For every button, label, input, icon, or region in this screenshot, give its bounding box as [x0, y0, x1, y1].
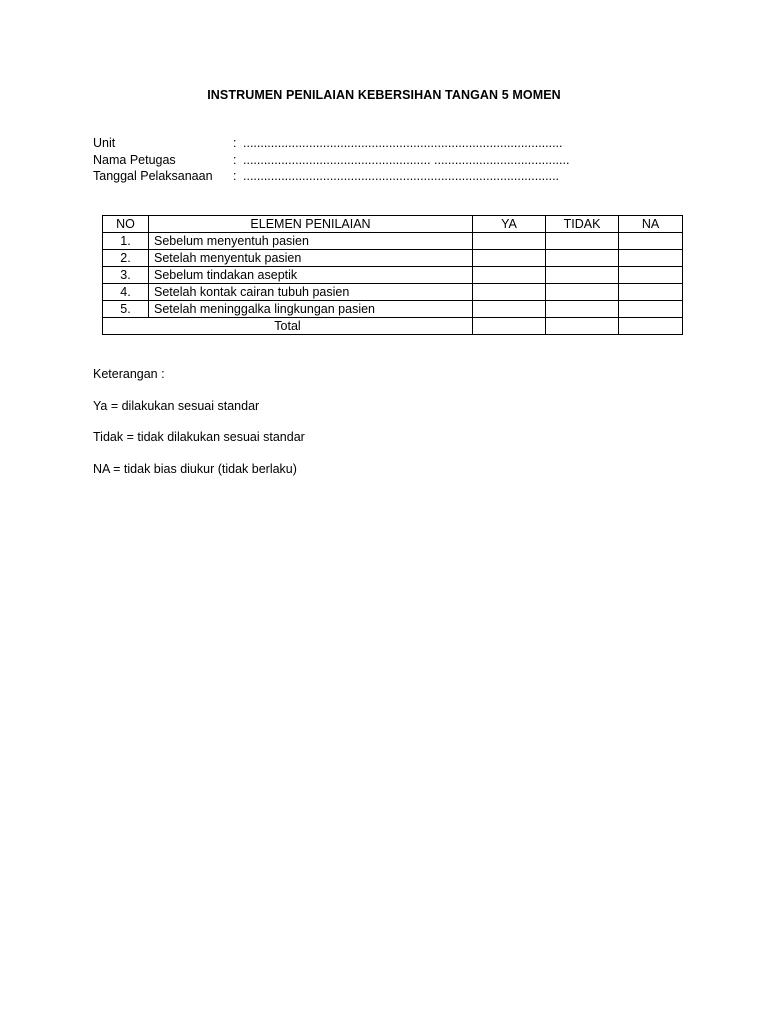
cell-tidak: [546, 267, 619, 284]
cell-tidak: [546, 284, 619, 301]
info-label: Nama Petugas: [93, 152, 176, 167]
table-row: [103, 284, 683, 301]
cell-na: [619, 267, 683, 284]
cell-ya: [473, 267, 546, 284]
total-na: [619, 318, 683, 335]
total-label: Total: [103, 318, 473, 335]
page-title: INSTRUMEN PENILAIAN KEBERSIHAN TANGAN 5 MOMEN: [207, 88, 561, 102]
column-header-no: NO: [103, 216, 149, 233]
row-element: Sebelum tindakan aseptik: [149, 267, 473, 284]
table-header-row: [103, 216, 683, 233]
table-total-row: [103, 318, 683, 335]
info-row-nama-petugas: [93, 152, 569, 169]
cell-tidak: [546, 233, 619, 250]
info-label: Tanggal Pelaksanaan: [93, 169, 213, 183]
note-item-na: NA = tidak bias diukur (tidak berlaku): [93, 461, 297, 476]
column-header-na: NA: [619, 216, 683, 233]
info-row-unit: [93, 135, 569, 152]
info-fill-line: ...........................................................................................: [243, 169, 560, 183]
note-item-ya: Ya = dilakukan sesuai standar: [93, 398, 260, 413]
info-block: [93, 135, 569, 185]
cell-tidak: [546, 250, 619, 267]
cell-na: [619, 284, 683, 301]
cell-ya: [473, 250, 546, 267]
info-colon: :: [233, 169, 237, 183]
column-header-ya: YA: [473, 216, 546, 233]
assessment-table: [102, 215, 683, 335]
row-element: Setelah kontak cairan tubuh pasien: [149, 284, 473, 301]
info-colon: :: [233, 152, 237, 167]
cell-ya: [473, 284, 546, 301]
row-number: 5.: [103, 301, 149, 318]
row-element: Setelah meninggalka lingkungan pasien: [149, 301, 473, 318]
cell-ya: [473, 233, 546, 250]
column-header-elemen: ELEMEN PENILAIAN: [149, 216, 473, 233]
row-number: 4.: [103, 284, 149, 301]
info-label: Unit: [93, 136, 116, 150]
table-row: [103, 267, 683, 284]
row-element: Setelah menyentuk pasien: [149, 250, 473, 267]
table-row: [103, 301, 683, 318]
column-header-tidak: TIDAK: [546, 216, 619, 233]
cell-na: [619, 301, 683, 318]
cell-ya: [473, 301, 546, 318]
cell-na: [619, 250, 683, 267]
row-number: 1.: [103, 233, 149, 250]
info-colon: :: [233, 136, 237, 150]
notes-heading: Keterangan :: [93, 367, 165, 381]
table-row: [103, 250, 683, 267]
info-row-tanggal-pelaksanaan: [93, 168, 569, 185]
total-tidak: [546, 318, 619, 335]
row-element: Sebelum menyentuh pasien: [149, 233, 473, 250]
note-item-tidak: Tidak = tidak dilakukan sesuai standar: [93, 430, 305, 444]
table-row: [103, 233, 683, 250]
cell-tidak: [546, 301, 619, 318]
total-ya: [473, 318, 546, 335]
notes-section: [93, 366, 305, 492]
row-number: 2.: [103, 250, 149, 267]
row-number: 3.: [103, 267, 149, 284]
info-fill-line: ............................................................................................: [243, 136, 563, 150]
info-fill-line: ...................................................... .......................................: [243, 152, 570, 167]
cell-na: [619, 233, 683, 250]
